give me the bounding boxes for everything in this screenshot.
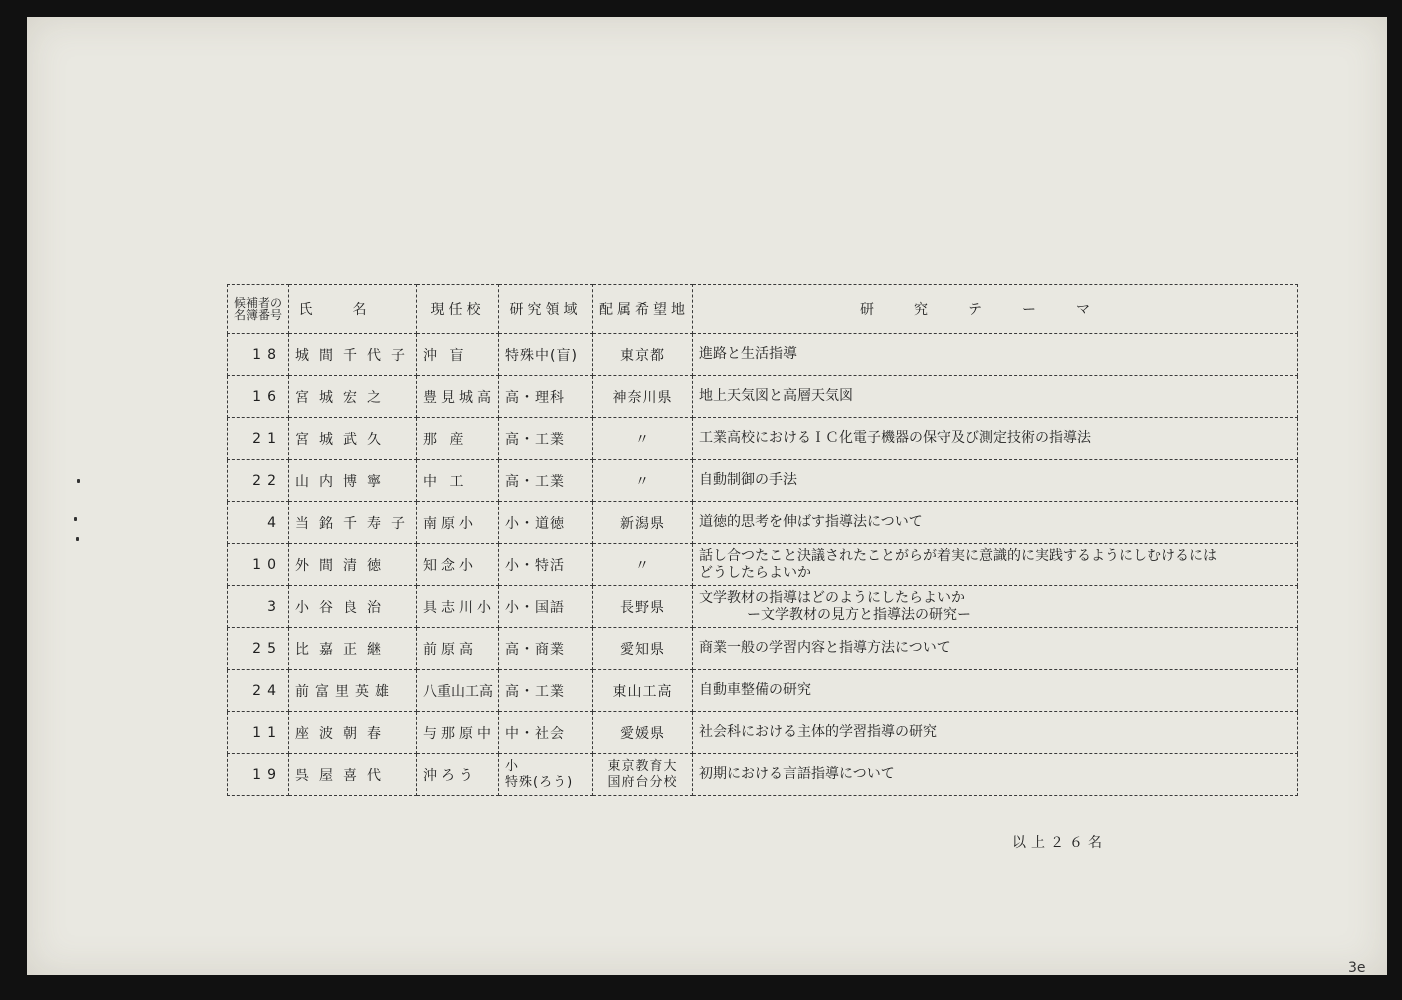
cell-field: 高・商業 xyxy=(499,628,593,670)
cell-destination: 愛媛県 xyxy=(593,712,693,754)
header-destination: 配属希望地 xyxy=(593,285,693,334)
cell-theme xyxy=(693,586,1298,628)
field-line-2: 特殊(ろう) xyxy=(505,774,574,790)
cell-number: 16 xyxy=(228,376,289,418)
cell-field xyxy=(499,754,593,796)
cell-name: 外間清徳 xyxy=(289,544,417,586)
header-field: 研究領域 xyxy=(499,285,593,334)
cell-name: 宮城武久 xyxy=(289,418,417,460)
cell-field: 高・工業 xyxy=(499,418,593,460)
cell-name: 前富里英雄 xyxy=(289,670,417,712)
header-theme: 研究テーマ xyxy=(693,285,1298,334)
table-header-row xyxy=(228,285,1298,334)
cell-number: 4 xyxy=(228,502,289,544)
cell-name: 呉屋喜代 xyxy=(289,754,417,796)
cell-school: 南原小 xyxy=(417,502,499,544)
cell-theme: 進路と生活指導 xyxy=(693,334,1298,376)
cell-field: 高・理科 xyxy=(499,376,593,418)
cell-school: 沖ろう xyxy=(417,754,499,796)
cell-field: 小・国語 xyxy=(499,586,593,628)
table-row xyxy=(228,754,1298,796)
field-line-1: 小 xyxy=(505,758,520,774)
table-row xyxy=(228,502,1298,544)
cell-name: 小谷良治 xyxy=(289,586,417,628)
cell-theme: 地上天気図と高層天気図 xyxy=(693,376,1298,418)
cell-school: 前原高 xyxy=(417,628,499,670)
table-row xyxy=(228,586,1298,628)
cell-destination: 愛知県 xyxy=(593,628,693,670)
cell-theme: 自動車整備の研究 xyxy=(693,670,1298,712)
cell-field: 中・社会 xyxy=(499,712,593,754)
cell-destination: 〃 xyxy=(593,418,693,460)
cell-destination xyxy=(593,754,693,796)
cell-theme: 自動制御の手法 xyxy=(693,460,1298,502)
cell-destination: 新潟県 xyxy=(593,502,693,544)
table-row xyxy=(228,460,1298,502)
cell-destination: 東山工高 xyxy=(593,670,693,712)
header-name: 氏名 xyxy=(289,285,417,334)
cell-theme: 道徳的思考を伸ばす指導法について xyxy=(693,502,1298,544)
table-row xyxy=(228,334,1298,376)
theme-line-2: どうしたらよいか xyxy=(699,564,811,581)
cell-field: 小・特活 xyxy=(499,544,593,586)
cell-name: 山内博寧 xyxy=(289,460,417,502)
dest-line-2: 国府台分校 xyxy=(607,774,678,790)
table-row xyxy=(228,670,1298,712)
cell-number: 24 xyxy=(228,670,289,712)
theme-line-2: ー文学教材の見方と指導法の研究ー xyxy=(747,606,971,623)
cell-field: 小・道徳 xyxy=(499,502,593,544)
cell-number: 22 xyxy=(228,460,289,502)
cell-destination: 〃 xyxy=(593,544,693,586)
cell-school: 中 工 xyxy=(417,460,499,502)
header-school: 現任校 xyxy=(417,285,499,334)
cell-school: 豊見城高 xyxy=(417,376,499,418)
cell-theme: 商業一般の学習内容と指導方法について xyxy=(693,628,1298,670)
header-number: 候補者の名簿番号 xyxy=(228,285,289,334)
cell-number: 19 xyxy=(228,754,289,796)
cell-number: 3 xyxy=(228,586,289,628)
page-mark: 3e xyxy=(1348,960,1366,976)
cell-destination: 長野県 xyxy=(593,586,693,628)
cell-destination: 東京都 xyxy=(593,334,693,376)
candidate-table xyxy=(227,284,1298,796)
cell-field: 特殊中(盲) xyxy=(499,334,593,376)
cell-school: 那 産 xyxy=(417,418,499,460)
theme-line-1: 話し合つたこと決議されたことがらが着実に意識的に実践するようにしむけるには xyxy=(699,547,1217,564)
cell-destination: 〃 xyxy=(593,460,693,502)
cell-name: 当銘千寿子 xyxy=(289,502,417,544)
paper-speck xyxy=(76,537,79,541)
cell-destination: 神奈川県 xyxy=(593,376,693,418)
cell-name: 城間千代子 xyxy=(289,334,417,376)
cell-school: 沖 盲 xyxy=(417,334,499,376)
table-row xyxy=(228,544,1298,586)
cell-number: 10 xyxy=(228,544,289,586)
cell-theme: 社会科における主体的学習指導の研究 xyxy=(693,712,1298,754)
cell-school: 与那原中 xyxy=(417,712,499,754)
cell-school: 具志川小 xyxy=(417,586,499,628)
cell-number: 18 xyxy=(228,334,289,376)
table-row xyxy=(228,712,1298,754)
cell-theme xyxy=(693,544,1298,586)
cell-number: 21 xyxy=(228,418,289,460)
cell-school: 知念小 xyxy=(417,544,499,586)
cell-name: 比嘉正継 xyxy=(289,628,417,670)
cell-school: 八重山工高 xyxy=(417,670,499,712)
total-count: 以上２６名 xyxy=(1012,835,1107,851)
cell-theme: 初期における言語指導について xyxy=(693,754,1298,796)
cell-theme: 工業高校におけるＩＣ化電子機器の保守及び測定技術の指導法 xyxy=(693,418,1298,460)
cell-name: 宮城宏之 xyxy=(289,376,417,418)
cell-field: 高・工業 xyxy=(499,460,593,502)
paper-speck xyxy=(74,517,77,521)
cell-number: 11 xyxy=(228,712,289,754)
table-row xyxy=(228,418,1298,460)
cell-name: 座波朝春 xyxy=(289,712,417,754)
paper-speck xyxy=(77,479,80,483)
cell-number: 25 xyxy=(228,628,289,670)
table-row xyxy=(228,628,1298,670)
table-row xyxy=(228,376,1298,418)
dest-line-1: 東京教育大 xyxy=(607,758,678,774)
cell-field: 高・工業 xyxy=(499,670,593,712)
theme-line-1: 文学教材の指導はどのようにしたらよいか xyxy=(699,589,965,606)
